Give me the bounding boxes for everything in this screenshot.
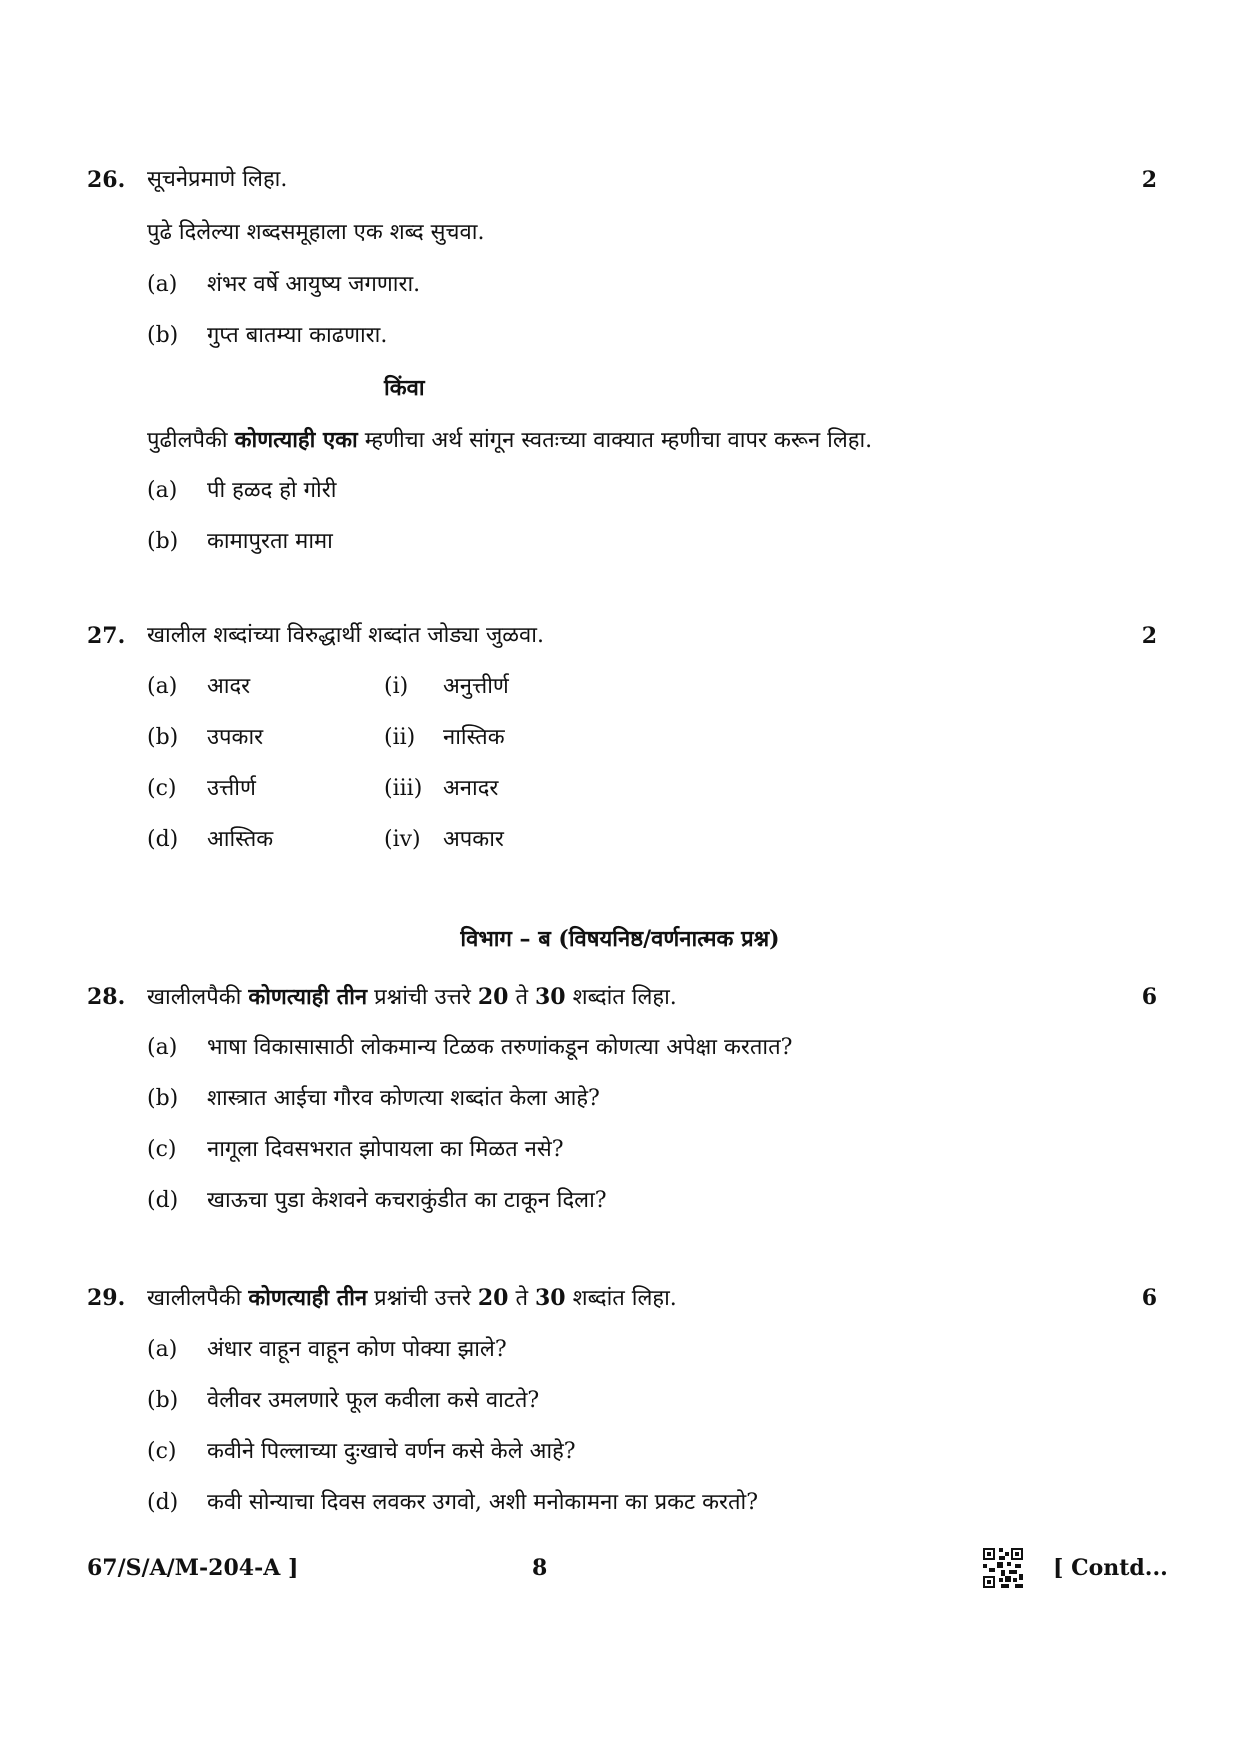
q26-part-a-text: शंभर वर्षे आयुष्य जगणारा. [207, 272, 421, 297]
q28-title-bold: कोणत्याही तीन [248, 984, 368, 1010]
q26-alt-post: म्हणीचा अर्थ सांगून स्वतःच्या वाक्यात म्हणीचा वापर करून लिहा. [357, 428, 873, 453]
q26-alt-instruction [147, 425, 872, 456]
q28-part-d-label: (d) [147, 1188, 179, 1213]
q26-title: सूचनेप्रमाणे लिहा. [147, 167, 288, 192]
section-heading: विभाग – ब (विषयनिष्ठ/वर्णनात्मक प्रश्न) [460, 926, 780, 952]
q26-part-b-label: (b) [147, 323, 179, 348]
paper-code: 67/S/A/M-204-A ] [87, 1555, 299, 1581]
q26-or-label: किंवा [384, 375, 425, 401]
q27-row-a-right: अनुत्तीर्ण [443, 674, 509, 699]
q29-part-a-text: अंधार वाहून वाहून कोण पोक्या झाले? [207, 1337, 507, 1362]
qr-code-icon [983, 1548, 1023, 1588]
q26-number: 26. [87, 167, 126, 193]
q28-marks: 6 [1141, 984, 1157, 1010]
q29-title-mid: प्रश्नांची उत्तरे [367, 1286, 478, 1311]
continued-label: [ Contd... [1053, 1555, 1168, 1581]
q27-row-c-left: उत्तीर्ण [207, 776, 256, 801]
q28-part-a-text: भाषा विकासासाठी लोकमान्य टिळक तरुणांकडून कोणत्या अपेक्षा करतात? [207, 1035, 793, 1060]
q29-number: 29. [87, 1285, 126, 1311]
q29-part-d-text: कवी सोन्याचा दिवस लवकर उगवो, अशी मनोकामना का प्रकट करतो? [207, 1490, 759, 1515]
q27-row-d-right: अपकार [443, 827, 504, 852]
q28-part-b-text: शास्त्रात आईचा गौरव कोणत्या शब्दांत केला आहे? [207, 1086, 600, 1111]
q29-part-b-text: वेलीवर उमलणारे फूल कवीला कसे वाटते? [207, 1388, 540, 1413]
q28-title-pre: खालीलपैकी [147, 985, 249, 1010]
q26-alt-bold: कोणत्याही एका [234, 427, 358, 453]
q28-part-b-label: (b) [147, 1086, 179, 1111]
q27-row-b-right: नास्तिक [443, 725, 505, 750]
q27-row-b-right-label: (ii) [384, 725, 416, 750]
q29-part-c-text: कवीने पिल्लाच्या दुःखाचे वर्णन कसे केले आहे? [207, 1439, 576, 1464]
q26-marks: 2 [1141, 167, 1157, 193]
q28-title-mid: प्रश्नांची उत्तरे [367, 985, 478, 1010]
q27-row-a-left: आदर [207, 674, 251, 699]
q27-title: खालील शब्दांच्या विरुद्धार्थी शब्दांत जोड्या जुळवा. [147, 623, 544, 648]
q26-instruction: पुढे दिलेल्या शब्दसमूहाला एक शब्द सुचवा. [147, 220, 485, 245]
q28-title-post: शब्दांत लिहा. [565, 985, 677, 1010]
q26-part-b-text: गुप्त बातम्या काढणारा. [207, 323, 388, 348]
q28-title-te: ते [508, 985, 535, 1010]
q29-word-min: 20 [477, 1285, 509, 1311]
q26-alt-a-text: पी हळद हो गोरी [207, 478, 337, 503]
q29-marks: 6 [1141, 1285, 1157, 1311]
q26-alt-b-label: (b) [147, 529, 179, 554]
q29-word-max: 30 [534, 1285, 566, 1311]
q27-row-c-right: अनादर [443, 776, 499, 801]
q28-title [147, 982, 677, 1013]
q26-part-a-label: (a) [147, 272, 178, 297]
q27-row-b-left-label: (b) [147, 725, 179, 750]
q27-row-a-right-label: (i) [384, 674, 409, 699]
q29-title [147, 1283, 677, 1314]
page-number: 8 [532, 1555, 548, 1581]
q26-alt-a-label: (a) [147, 478, 178, 503]
q27-row-b-left: उपकार [207, 725, 264, 750]
q29-title-pre: खालीलपैकी [147, 1286, 249, 1311]
q26-alt-b-text: कामापुरता मामा [207, 529, 333, 554]
q29-title-bold: कोणत्याही तीन [248, 1285, 368, 1311]
q29-part-c-label: (c) [147, 1439, 177, 1464]
q26-alt-pre: पुढीलपैकी [147, 428, 235, 453]
q29-part-a-label: (a) [147, 1337, 178, 1362]
q29-part-b-label: (b) [147, 1388, 179, 1413]
q27-row-c-left-label: (c) [147, 776, 177, 801]
q28-word-min: 20 [477, 984, 509, 1010]
q28-part-c-text: नागूला दिवसभरात झोपायला का मिळत नसे? [207, 1137, 564, 1162]
q28-part-d-text: खाऊचा पुडा केशवने कचराकुंडीत का टाकून दिला? [207, 1188, 607, 1213]
q27-row-d-left-label: (d) [147, 827, 179, 852]
q29-part-d-label: (d) [147, 1490, 179, 1515]
q28-number: 28. [87, 984, 126, 1010]
q27-row-c-right-label: (iii) [384, 776, 423, 801]
q27-number: 27. [87, 623, 126, 649]
q27-row-d-left: आस्तिक [207, 827, 274, 852]
q29-title-post: शब्दांत लिहा. [565, 1286, 677, 1311]
q28-part-a-label: (a) [147, 1035, 178, 1060]
q27-row-a-left-label: (a) [147, 674, 178, 699]
q27-row-d-right-label: (iv) [384, 827, 421, 852]
q28-word-max: 30 [534, 984, 566, 1010]
q28-part-c-label: (c) [147, 1137, 177, 1162]
q29-title-te: ते [508, 1286, 535, 1311]
q27-marks: 2 [1141, 623, 1157, 649]
